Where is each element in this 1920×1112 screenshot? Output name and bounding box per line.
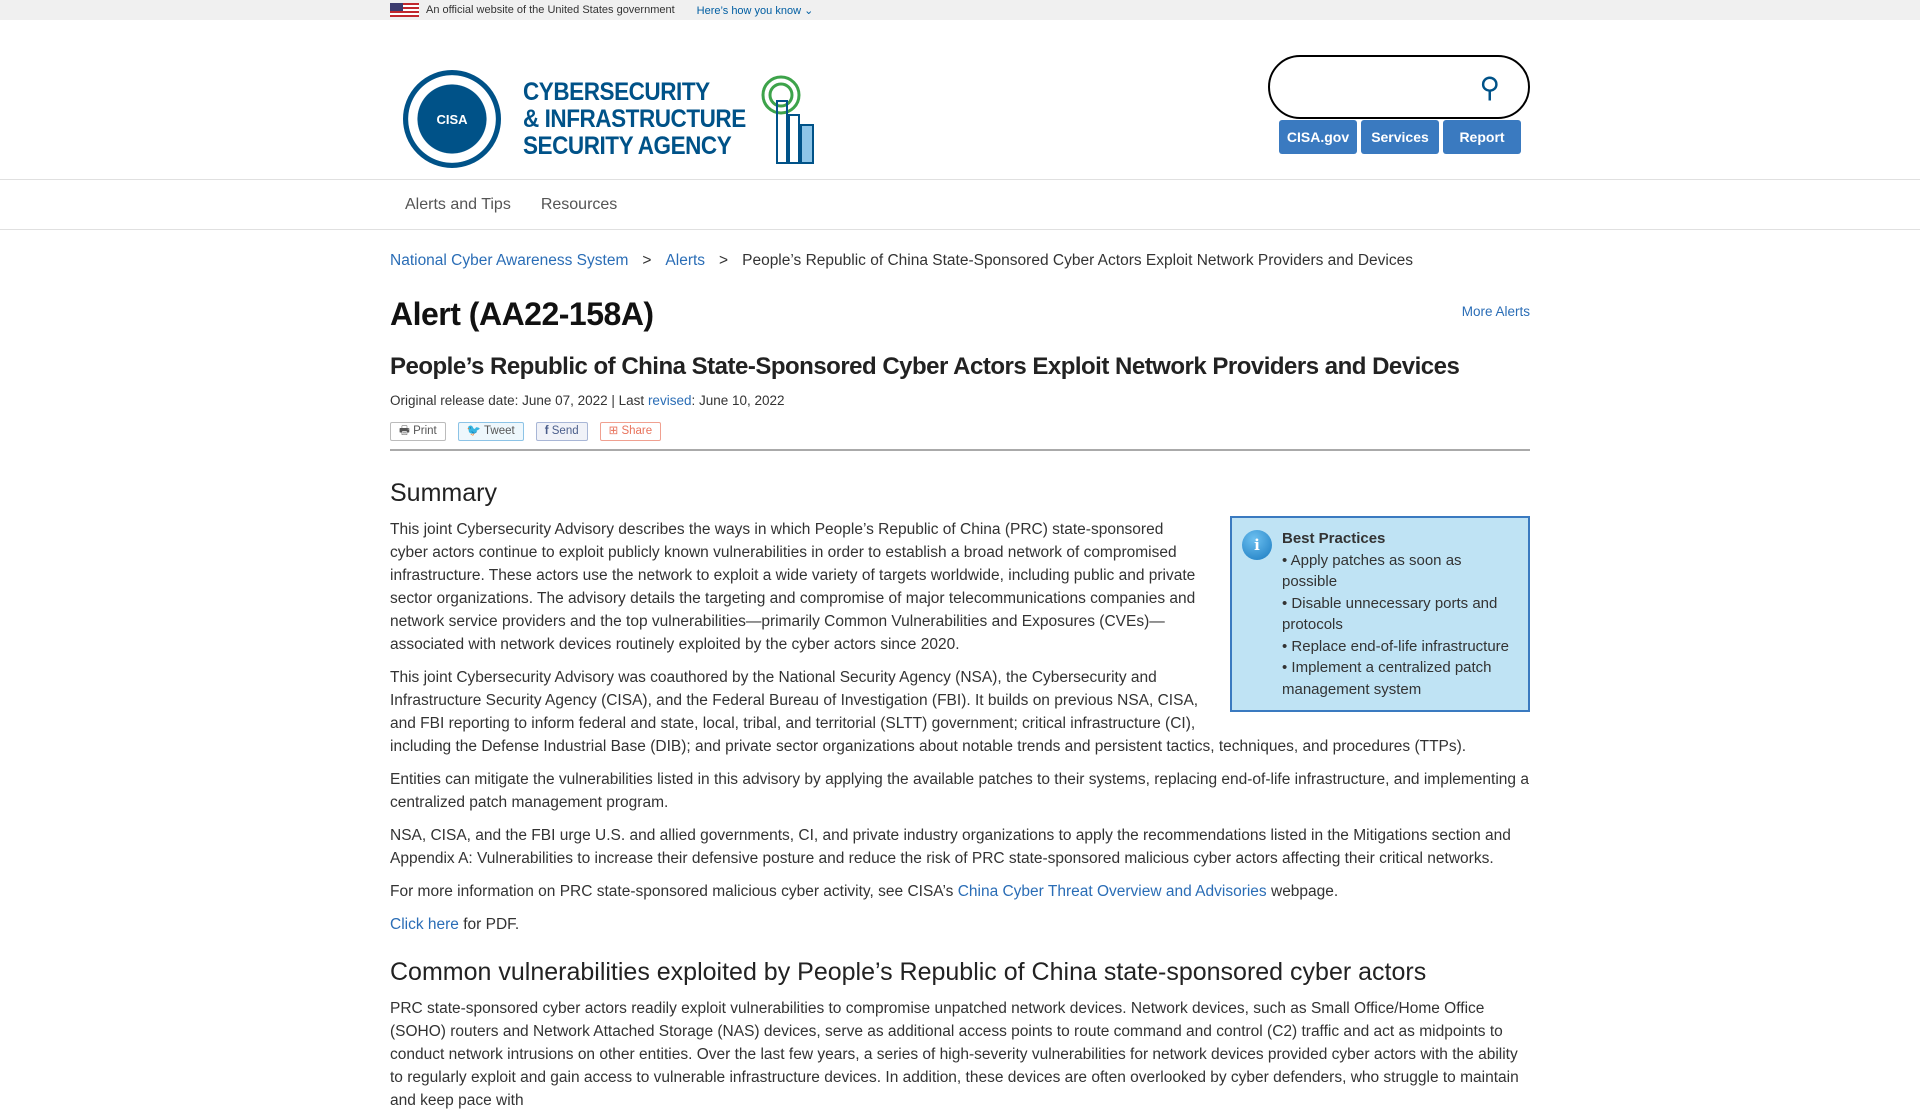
breadcrumb-ncas[interactable]: National Cyber Awareness System [390, 252, 629, 269]
cisa-seal-icon [403, 70, 501, 168]
nav-alerts-and-tips[interactable]: Alerts and Tips [405, 195, 511, 213]
us-flag-icon [390, 3, 419, 17]
search-icon[interactable]: ⚲ [1479, 72, 1500, 103]
best-practices-title: Best Practices [1282, 530, 1386, 547]
tweet-label: Tweet [484, 425, 515, 437]
tweet-button[interactable]: 🐦 Tweet [458, 422, 524, 441]
alert-subtitle: People’s Republic of China State-Sponsored Cyber Actors Exploit Network Providers and Devices [390, 353, 1460, 380]
breadcrumb-separator: > [642, 252, 652, 269]
more-info-paragraph [390, 880, 1530, 903]
main-content [390, 252, 1530, 1112]
section2-paragraph: PRC state-sponsored cyber actors readily exploit vulnerabilities to compromise unpatched network devices. Network devices, such as Small Office/Home Office (SOHO) routers and Network Attached Storage (NAS) devices, serve as additional access points to route command and control (C2) traffic and act as midpoints to conduct network intrusions on other entities. Over the last few years, a series of high-severity vulnerabilities for network devices provided cyber actors with the ability to regularly exploit and gain access to vulnerable infrastructure devices. In addition, these devices are often overlooked by cyber defenders, who struggle to maintain and keep pace with [390, 1000, 1519, 1109]
share-button[interactable]: ⊞ Share [600, 422, 662, 441]
pdf-suffix: for PDF. [458, 916, 520, 933]
how-label: Here’s how you know [696, 4, 802, 17]
summary-heading: Summary [390, 479, 497, 507]
summary-paragraph: This joint Cybersecurity Advisory describes the ways in which People’s Republic of China (PRC) state-sponsored cyber actors continue to exploit publicly known vulnerabilities in order to establish a broad network of compromised infrastructure. These actors use the network to exploit a wide variety of targets worldwide, including public and private sector organizations. The advisory details the targeting and compromise of major telecommunications companies and network service providers and the top vulnerabilities—primarily Common Vulnerabilities and Exposures (CVEs)—associated with network devices routinely exploited by the cyber actors since 2020. [390, 521, 1196, 653]
share-bar [390, 422, 1530, 451]
more-info-suffix: webpage. [1266, 883, 1339, 900]
wordmark-line: & INFRASTRUCTURE [523, 104, 746, 133]
revised-link[interactable]: revised [647, 393, 692, 408]
pdf-paragraph [390, 913, 1530, 936]
tower-icon [757, 73, 817, 165]
seal-text: CISA [436, 111, 468, 127]
summary-paragraph: NSA, CISA, and the FBI urge U.S. and allied governments, CI, and private industry organizations to apply the recommendations listed in the Mitigations section and Appendix A: Vulnerabilities to increase their defensive posture and reduce the risk of PRC state-sponsored malicious cyber actors affecting their critical networks. [390, 827, 1511, 867]
send-label: Send [551, 425, 579, 437]
best-practices-box [1230, 516, 1530, 712]
facebook-send-button[interactable]: f Send [536, 422, 588, 441]
nav-resources[interactable]: Resources [540, 195, 618, 213]
release-date [390, 393, 1530, 408]
breadcrumb-separator: > [719, 252, 729, 269]
cisa-gov-button[interactable]: CISA.gov [1279, 120, 1357, 154]
more-alerts-link[interactable]: More Alerts [1461, 304, 1530, 319]
print-label: Print [413, 425, 437, 437]
gov-banner-text: An official website of the United States government [426, 4, 675, 16]
cisa-logo[interactable] [403, 70, 817, 168]
summary-paragraph: Entities can mitigate the vulnerabilities listed in this advisory by applying the available patches to their systems, replacing end-of-life infrastructure, and implementing a centralized patch management program. [390, 771, 1529, 811]
page-title: Alert (AA22-158A) [390, 296, 654, 332]
search-input[interactable] [1268, 55, 1530, 119]
breadcrumb [390, 252, 1530, 270]
wordmark-line: CYBERSECURITY [523, 77, 710, 106]
print-button[interactable]: 🖶 Print [390, 422, 446, 441]
info-icon: i [1242, 530, 1272, 560]
more-info-prefix: For more information on PRC state-sponsored malicious cyber activity, see CISA’s [390, 883, 958, 900]
best-practice-item: • Implement a centralized patch management system [1282, 659, 1492, 698]
china-cyber-threat-link[interactable]: China Cyber Threat Overview and Advisories [957, 883, 1267, 900]
breadcrumb-alerts[interactable]: Alerts [665, 252, 706, 269]
release-prefix: Original release date: June 07, 2022 | Last [390, 393, 648, 408]
release-suffix: : June 10, 2022 [691, 393, 785, 408]
best-practice-item: • Disable unnecessary ports and protocols [1282, 594, 1498, 633]
wordmark-line: SECURITY AGENCY [523, 131, 732, 160]
pdf-link[interactable]: Click here [390, 916, 459, 933]
section2-heading: Common vulnerabilities exploited by People’s Republic of China state-sponsored cyber actors [390, 958, 1427, 986]
best-practice-item: • Replace end-of-life infrastructure [1282, 637, 1510, 655]
heres-how-you-know-link[interactable]: Here’s how you know ⌄ [696, 4, 814, 17]
site-header [0, 20, 1920, 180]
main-nav [0, 180, 1920, 230]
share-label: Share [621, 425, 653, 437]
wordmark [523, 79, 746, 160]
breadcrumb-current: People’s Republic of China State-Sponsored Cyber Actors Exploit Network Providers and Devices [742, 252, 1413, 269]
report-button[interactable]: Report [1443, 120, 1521, 154]
summary-paragraph: This joint Cybersecurity Advisory was coauthored by the National Security Agency (NSA), the Cybersecurity and Infrastructure Security Agency (CISA), and the Federal Bureau of Investigation (FBI). It builds on previous NSA, CISA, and FBI reporting to inform federal and state, local, tribal, and territorial (SLTT) government; critical infrastructure (CI), including the Defense Industrial Base (DIB); and private sector organizations about notable trends and persistent tactics, techniques, and procedures (TTPs). [390, 669, 1467, 755]
best-practice-item: • Apply patches as soon as possible [1282, 551, 1462, 590]
services-button[interactable]: Services [1361, 120, 1439, 154]
gov-banner [0, 0, 1920, 20]
